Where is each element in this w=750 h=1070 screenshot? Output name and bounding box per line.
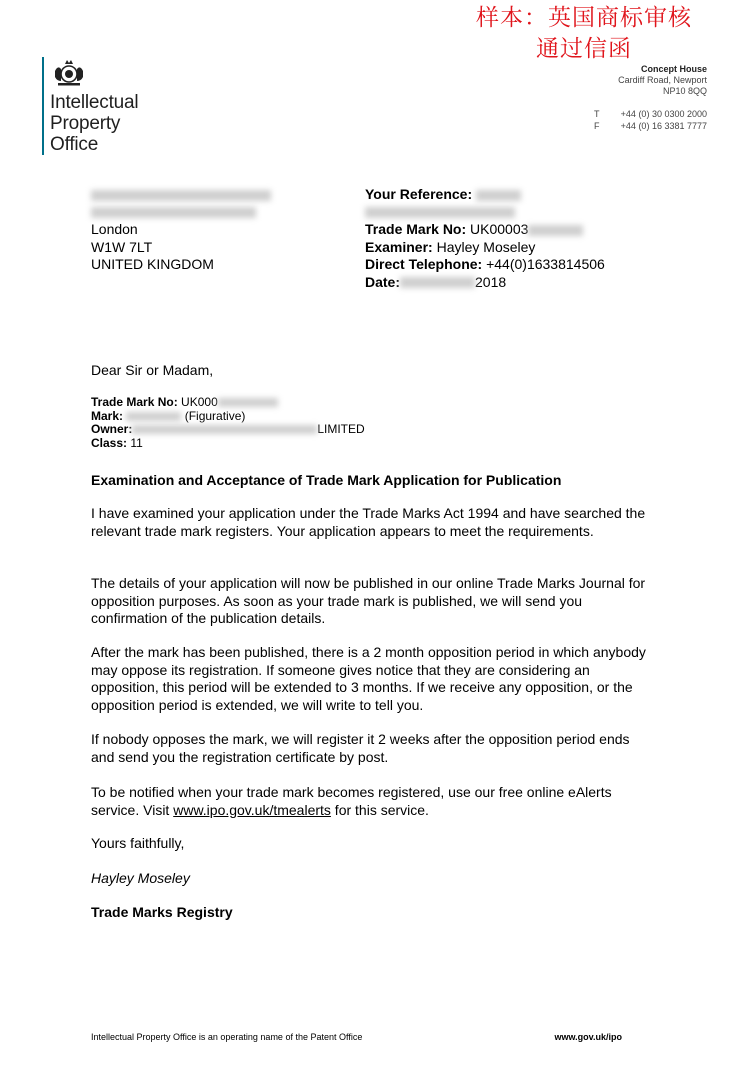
paragraph-publication: The details of your application will now be published in our online Trade Marks Journal for opposition purposes. As soon as your trade mark is published, we will send you confirmation of the publication details.: [91, 575, 646, 626]
office-postcode: NP10 8QQ: [662, 86, 707, 96]
redacted-block: [91, 207, 256, 218]
watermark-line-1: 样本：英国商标审核: [476, 5, 692, 31]
footer-note: Intellectual Property Office is an operating name of the Patent Office: [91, 1032, 363, 1042]
recipient-country: UNITED KINGDOM: [91, 256, 214, 272]
logo-wordmark: [50, 92, 138, 155]
paragraph-examination: I have examined your application under the Trade Marks Act 1994 and have searched the relevant trade mark registers. Your application appears to meet the requirements.: [91, 505, 646, 539]
redacted-block: [528, 225, 583, 236]
details-mark-label: Mark:: [91, 408, 124, 423]
details-mark-value: (Figurative): [184, 408, 246, 423]
reference-block: [365, 186, 605, 291]
redacted-block: [365, 207, 515, 218]
direct-telephone-value: +44(0)1633814506: [486, 256, 605, 272]
letter-heading: Examination and Acceptance of Trade Mark Application for Publication: [91, 472, 562, 488]
watermark: [448, 3, 720, 65]
redacted-block: [218, 398, 278, 407]
watermark-line-2: 通过信函: [536, 36, 632, 62]
redacted-block: [132, 425, 317, 434]
office-address: [618, 64, 707, 97]
logo-line-2: Property: [50, 113, 121, 134]
paragraph-ealerts: [91, 784, 651, 819]
fax-label: F: [594, 121, 600, 131]
date-value: 2018: [475, 273, 507, 290]
details-trade-mark-value: UK000: [181, 395, 218, 409]
logo-line-3: Office: [50, 134, 99, 155]
details-class-label: Class:: [91, 435, 128, 450]
your-reference-label: Your Reference:: [365, 186, 473, 202]
application-details: [91, 396, 365, 450]
trade-mark-no-label: Trade Mark No:: [365, 221, 467, 237]
recipient-postcode: W1W 7LT: [91, 238, 153, 255]
telephone-value: +44 (0) 30 0300 2000: [620, 109, 707, 119]
trade-mark-no-value: UK00003: [470, 221, 529, 237]
closing: Yours faithfully,: [91, 835, 185, 851]
telephone-label: T: [594, 109, 600, 119]
logo-line-1: Intellectual: [50, 92, 139, 113]
examiner-label: Examiner:: [365, 238, 433, 255]
date-label: Date:: [365, 273, 401, 290]
redacted-block: [91, 190, 271, 201]
department: Trade Marks Registry: [91, 904, 233, 920]
salutation: Dear Sir or Madam,: [91, 362, 214, 378]
direct-telephone-label: Direct Telephone:: [365, 256, 483, 272]
details-trade-mark-label: Trade Mark No:: [91, 395, 178, 409]
ealerts-text-end: for this service.: [330, 801, 429, 818]
logo-accent-bar: [42, 57, 44, 155]
recipient-city: London: [91, 221, 138, 237]
recipient-address: [91, 186, 271, 274]
fax-value: +44 (0) 16 3381 7777: [620, 121, 707, 131]
signature: Hayley Moseley: [91, 870, 190, 886]
details-class-value: 11: [130, 435, 143, 450]
ealerts-link[interactable]: www.ipo.gov.uk/tmealerts: [173, 801, 331, 818]
redacted-block: [400, 277, 475, 288]
details-owner-label: Owner:: [91, 422, 133, 436]
royal-crest-icon: [52, 57, 86, 87]
ealerts-text: To be notified when your trade mark becomes registered, use our free online eAlerts service. Visit: [91, 784, 612, 818]
office-address-line-1: Cardiff Road, Newport: [618, 75, 707, 85]
details-owner-value: LIMITED: [317, 422, 365, 436]
office-name: Concept House: [640, 64, 707, 74]
redacted-block: [476, 190, 521, 201]
footer-website: www.gov.uk/ipo: [554, 1032, 622, 1042]
paragraph-opposition-period: After the mark has been published, there is a 2 month opposition period in which anybody may oppose its registration. If someone gives notice that they are considering an opposition, this period will be extended to 3 months. If we receive any opposition, or the opposition period is extended, we will write to tell you.: [91, 644, 646, 713]
examiner-value: Hayley Moseley: [436, 238, 536, 255]
paragraph-registration: If nobody opposes the mark, we will register it 2 weeks after the opposition period ends and send you the registration certificate by post.: [91, 731, 630, 765]
redacted-block: [126, 412, 181, 421]
